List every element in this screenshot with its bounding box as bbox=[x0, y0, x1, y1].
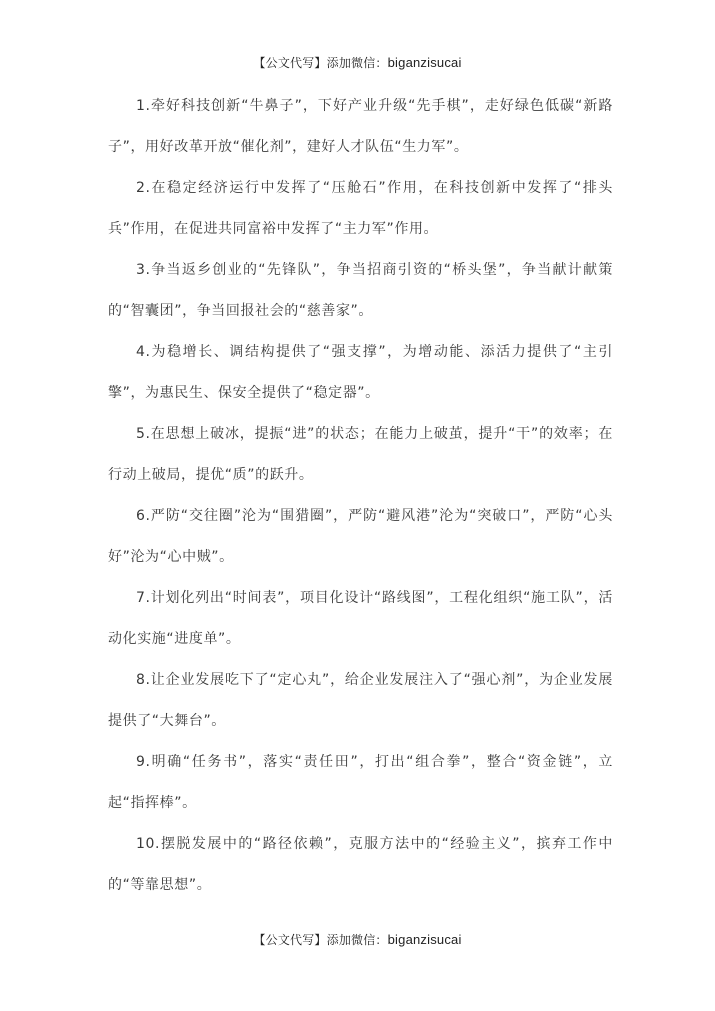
paragraph-8: 8.让企业发展吃下了“定心丸”，给企业发展注入了“强心剂”，为企业发展提供了“大舞台”。 bbox=[108, 672, 613, 729]
page-header bbox=[0, 54, 715, 71]
paragraph-1: 1.牵好科技创新“牛鼻子”，下好产业升级“先手棋”，走好绿色低碳“新路子”，用好改革开放“催化剂”，建好人才队伍“生力军”。 bbox=[108, 98, 613, 155]
paragraph-9: 9.明确“任务书”，落实“责任田”，打出“组合拳”，整合“资金链”，立起“指挥棒”。 bbox=[108, 754, 613, 811]
document-body bbox=[108, 86, 613, 906]
paragraph-10: 10.摆脱发展中的“路径依赖”，克服方法中的“经验主义”，摈弃工作中的“等靠思想”。 bbox=[108, 836, 613, 893]
header-label: 【公文代写】添加微信： bbox=[253, 56, 388, 70]
page-footer bbox=[0, 931, 715, 948]
footer-wechat-id: biganzisucai bbox=[387, 932, 462, 947]
paragraph-2: 2.在稳定经济运行中发挥了“压舱石”作用，在科技创新中发挥了“排头兵”作用，在促进共同富裕中发挥了“主力军”作用。 bbox=[108, 180, 613, 237]
paragraph-3: 3.争当返乡创业的“先锋队”，争当招商引资的“桥头堡”，争当献计献策的“智囊团”，争当回报社会的“慈善家”。 bbox=[108, 262, 613, 319]
paragraph-4: 4.为稳增长、调结构提供了“强支撑”，为增动能、添活力提供了“主引擎”，为惠民生、保安全提供了“稳定器”。 bbox=[108, 344, 613, 401]
paragraph-5: 5.在思想上破冰，提振“进”的状态；在能力上破茧，提升“干”的效率；在行动上破局，提优“质”的跃升。 bbox=[108, 426, 613, 483]
header-wechat-id: biganzisucai bbox=[387, 55, 462, 70]
paragraph-6: 6.严防“交往圈”沦为“围猎圈”，严防“避风港”沦为“突破口”，严防“心头好”沦为“心中贼”。 bbox=[108, 508, 613, 565]
footer-label: 【公文代写】添加微信： bbox=[253, 933, 388, 947]
paragraph-7: 7.计划化列出“时间表”，项目化设计“路线图”，工程化组织“施工队”，活动化实施“进度单”。 bbox=[108, 590, 613, 647]
